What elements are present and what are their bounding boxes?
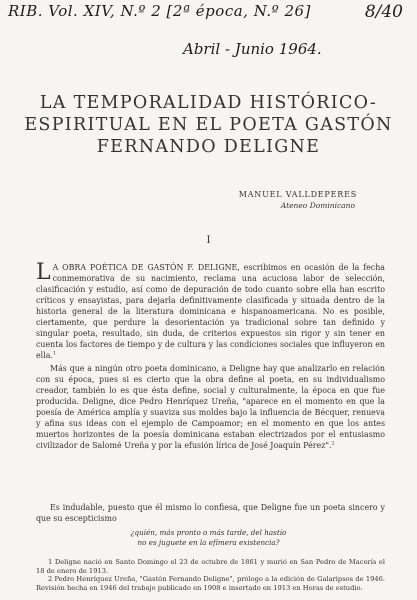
paragraph-3-text: Es indudable, puesto que él mismo lo confiesa, que Deligne fue un poeta sincero y que su escepticismo (36, 503, 385, 523)
paragraph-1-text: A OBRA POÉTICA DE GASTÓN F. DELIGNE, escribimos en ocasión de la fecha conmemorativa de su nacimiento, reclama una acuciosa labor de selección, clasificación y estudio, así como de depuración de todo cuanto sobre ella han escrito críticos y ensayistas, para dejarla definitivamente clasificada y situada dentro de la historia general de la literatura dominicana e hispanoamericana. No es posible, ciertamente, que perdure la desorientación ya tradicional sobre tan definido y singular poeta, resultado, sin duda, de criterios expuestos sin rigor y sin tener en cuenta los factores de tiempo y de cultura y las condiciones sociales que influyeron en ella. (36, 263, 385, 360)
handwritten-number: 8/40 (364, 2, 403, 22)
footnote-ref-1: 1 (52, 350, 57, 357)
article-title: LA TEMPORALIDAD HISTÓRICO-ESPIRITUAL EN EL POETA GASTÓN FERNANDO DELIGNE (24, 93, 393, 157)
drop-cap: L (36, 260, 51, 285)
handwritten-reference: RIB. Vol. XIV, N.º 2 [2ª época, N.º 26] (8, 2, 311, 20)
verse-quote (0, 528, 417, 548)
footnote-2: 2 Pedro Henríquez Ureña, "Gastón Fernando Deligne", prólogo a la edición de Galaripsos de 1946. Revisión hecha en 1946 del trabajo publicado en 1908 e insertado en 1913 en Horas de estudio. (36, 575, 385, 592)
paragraph-2-text: Más que a ningún otro poeta dominicano, a Deligne hay que analizarlo en relación con su época, pues si es cierto que la obra define al poeta, en su individualismo creador, también lo es que ésta define, social y culturalmente, la época en que fue producida. Deligne, dice Pedro Henríquez Ureña, "aparece en el momento en que la poesía de América amplía y suaviza sus moldes bajo la influencia de Bécquer, renueva y afina sus ideas con el ejemplo de Campoamor; en el momento en que los antes muertos horizontes de la poesía dominicana estaban electrizados por el entusiasmo civilizador de Salomé Ureña y por la efusión lírica de José Joaquín Pérez". (36, 364, 385, 450)
footnote-1: 1 Deligne nació en Santo Domingo el 23 de octubre de 1861 y murió en San Pedro de Macorís el 18 de enero de 1913. (36, 558, 385, 575)
footnotes (36, 558, 385, 592)
handwritten-date: Abril - Junio 1964. (183, 40, 322, 58)
section-number: I (206, 235, 211, 246)
footnote-ref-2: 2 (331, 440, 335, 447)
author-name: MANUEL VALLDEPERES (238, 190, 357, 199)
verse-line-2: no es juguete en la efímera existencia? (137, 538, 280, 547)
paragraph-2 (36, 363, 385, 451)
author-affiliation: Ateneo Dominicano (280, 201, 355, 210)
verse-line-1: ¿quién, más pronto o más tarde, del hastío (130, 528, 287, 537)
paragraph-3 (36, 502, 385, 524)
paragraph-1 (36, 262, 385, 361)
